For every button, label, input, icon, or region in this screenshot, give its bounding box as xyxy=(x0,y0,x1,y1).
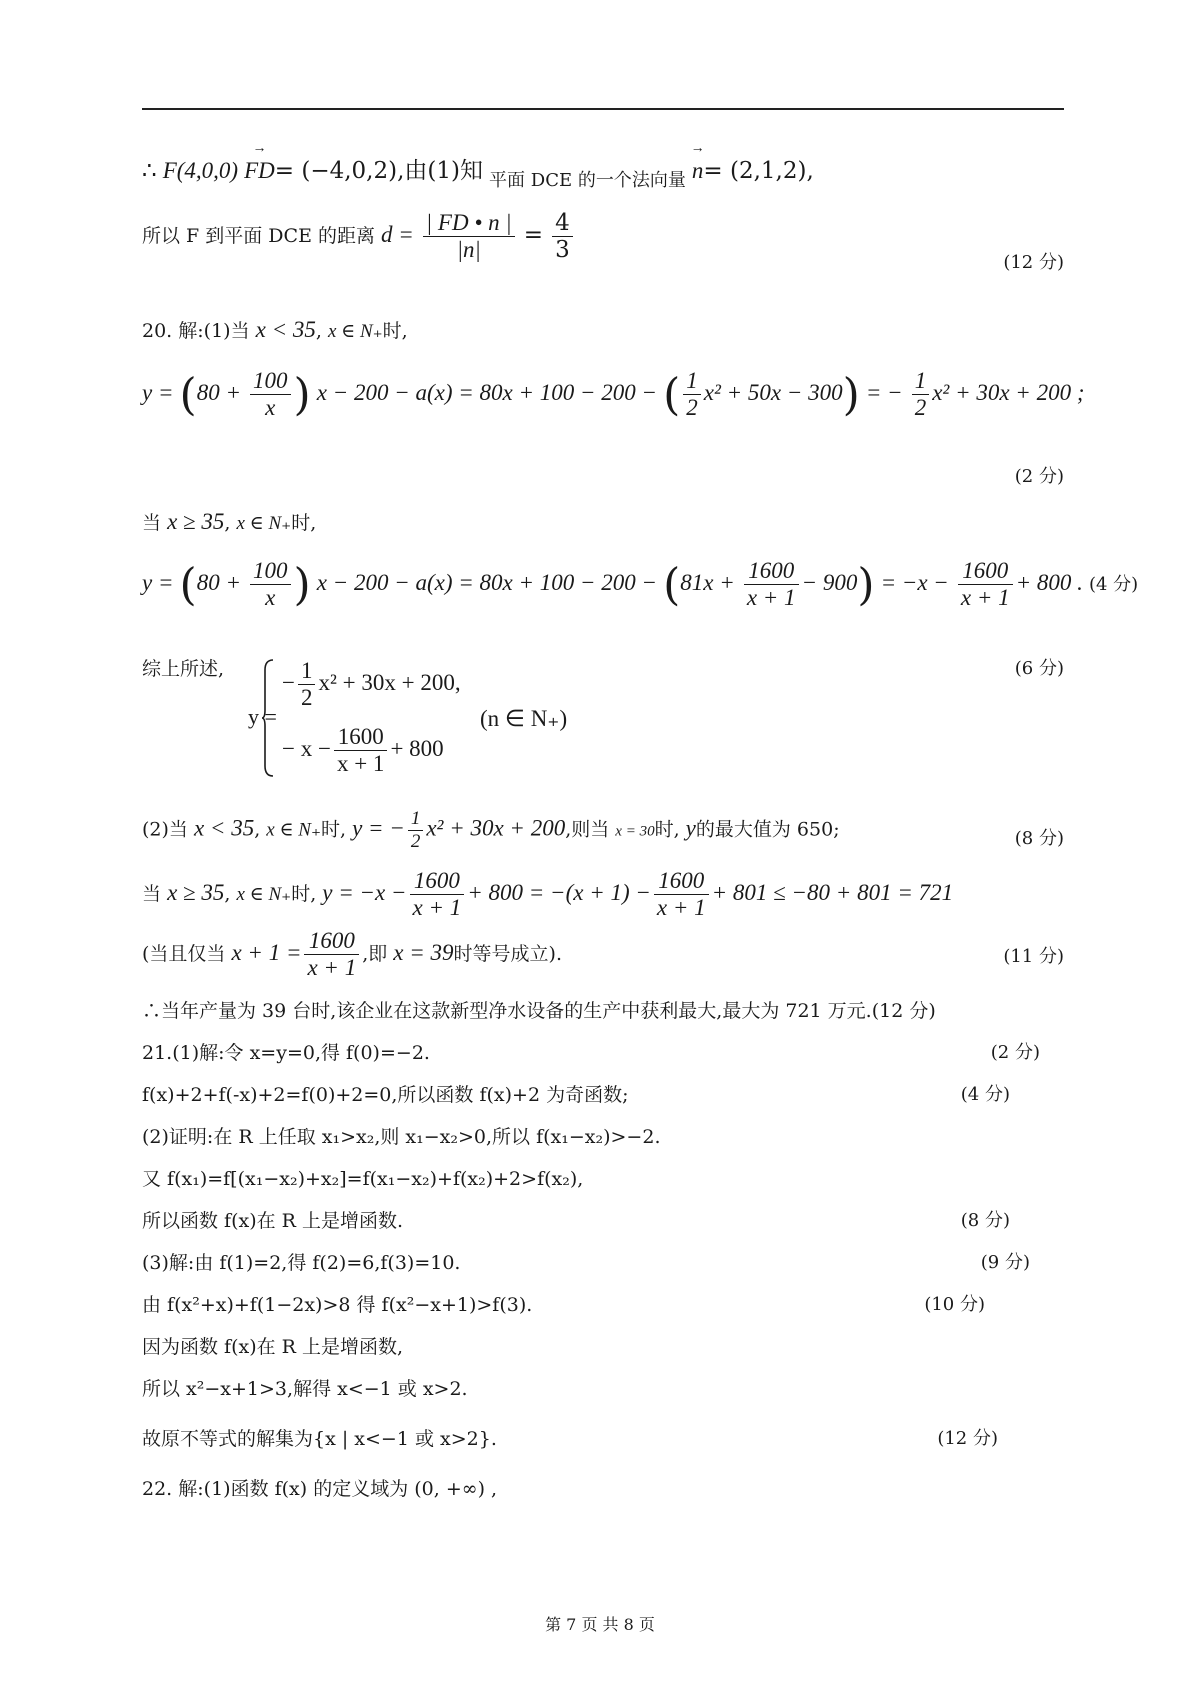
piecewise-y: y = xyxy=(248,704,277,729)
normal-vector-line: ∴ F(4,0,0) → FD= (−4,0,2),由(1)知 平面 DCE 的一个法向量 → n= (2,1,2), xyxy=(142,152,1064,192)
header-rule xyxy=(142,108,1064,110)
score-label: (9 分) xyxy=(980,1252,1030,1273)
q20-part2-case1: (2)当 x < 35, x ∈ N₊时, y = − $\frac{1}{2}$ x² + 30x + 200,则当 x = 30时, y的最大值为 650; xyxy=(142,808,840,852)
q20-conclusion: ∴当年产量为 39 台时,该企业在这款新型净水设备的生产中获利最大,最大为 721 万元.(12 分) xyxy=(142,1000,936,1022)
summary-label: 综上所述, xyxy=(142,658,225,680)
distance-fraction: $\frac{| FD • n |}{|n|}$ xyxy=(423,210,515,264)
q20-equation-2: y = (80 + $\frac{100}{x}$ ) x − 200 − a(x) = 80x + 100 − 200 − (81x + $\frac{1600}{x + 1}$ − 900) = −x − $\frac{1600}{x + 1}$ + 800 . (4 分) xyxy=(142,558,1139,611)
score-label: (8 分) xyxy=(960,1210,1010,1231)
score-label: (4 分) xyxy=(1088,573,1139,595)
q21-line-4: 又 f(x₁)=f[(x₁−x₂)+x₂]=f(x₁−x₂)+f(x₂)+2>f(x₂), xyxy=(142,1168,584,1190)
q21-line-7: 由 f(x²+x)+f(1−2x)>8 得 f(x²−x+1)>f(3). xyxy=(142,1294,533,1316)
piecewise-brace xyxy=(262,658,274,778)
q21-line-3: (2)证明:在 R 上任取 x₁>x₂,则 x₁−x₂>0,所以 f(x₁−x₂)>−2. xyxy=(142,1126,661,1148)
q21-line-1: 21.(1)解:令 x=y=0,得 f(0)=−2. xyxy=(142,1042,430,1064)
score-label: (2 分) xyxy=(1014,466,1064,487)
q21-line-10: 故原不等式的解集为{x | x<−1 或 x>2}. xyxy=(142,1428,497,1450)
q20-part1-intro: 20. 解:(1)当 x < 35, x ∈ N₊时, xyxy=(142,317,408,342)
score-label: (8 分) xyxy=(1014,828,1064,849)
q21-line-2: f(x)+2+f(-x)+2=f(0)+2=0,所以函数 f(x)+2 为奇函数; xyxy=(142,1084,629,1106)
q21-line-9: 所以 x²−x+1>3,解得 x<−1 或 x>2. xyxy=(142,1378,468,1400)
score-label: (6 分) xyxy=(1014,658,1064,679)
q21-line-5: 所以函数 f(x)在 R 上是增函数. xyxy=(142,1210,404,1232)
score-label: (10 分) xyxy=(924,1294,985,1315)
q20-part1-case2: 当 x ≥ 35, x ∈ N₊时, xyxy=(142,509,317,534)
page-footer: 第 7 页 共 8 页 xyxy=(545,1615,655,1634)
q20-equality-condition: (当且仅当 x + 1 = $\frac{1600}{x + 1}$ ,即 x = 39时等号成立). xyxy=(142,928,562,981)
score-label: (4 分) xyxy=(960,1084,1010,1105)
score-label: (12 分) xyxy=(937,1428,998,1449)
q21-line-6: (3)解:由 f(1)=2,得 f(2)=6,f(3)=10. xyxy=(142,1252,461,1274)
piecewise-row-2: − x − $\frac{1600}{x + 1}$ + 800 xyxy=(282,724,444,777)
q21-line-8: 因为函数 f(x)在 R 上是增函数, xyxy=(142,1336,404,1358)
q20-equation-1: y = (80 + $\frac{100}{x}$ ) x − 200 − a(x) = 80x + 100 − 200 − ( $\frac{1}{2}$ x² + 50x − 300) = − $\frac{1}{2}$ x² + 30x + 200 ; xyxy=(142,368,1085,421)
q20-part2-case2: 当 x ≥ 35, x ∈ N₊时, y = −x − $\frac{1600}{x + 1}$ + 800 = −(x + 1) − $\frac{1600}{x + 1}$ + 801 ≤ −80 + 801 = 721 xyxy=(142,868,954,921)
distance-line: 所以 F 到平面 DCE 的距离 d = $\frac{| FD • n |}{|n|}$ = $\frac{4}{3}$ xyxy=(142,210,1064,264)
score-label: (2 分) xyxy=(990,1042,1040,1063)
therefore-symbol: ∴ xyxy=(142,158,157,184)
q22-line-1: 22. 解:(1)函数 f(x) 的定义域为 (0, +∞) , xyxy=(142,1478,498,1500)
vector-fd: → FD xyxy=(244,158,275,184)
score-label: (11 分) xyxy=(1003,946,1064,967)
score-label: (12 分) xyxy=(1003,252,1064,273)
vector-n: → n xyxy=(692,158,704,184)
piecewise-row-1: − $\frac{1}{2}$ x² + 30x + 200, xyxy=(282,658,461,711)
piecewise-domain: (n ∈ N₊) xyxy=(480,706,568,731)
